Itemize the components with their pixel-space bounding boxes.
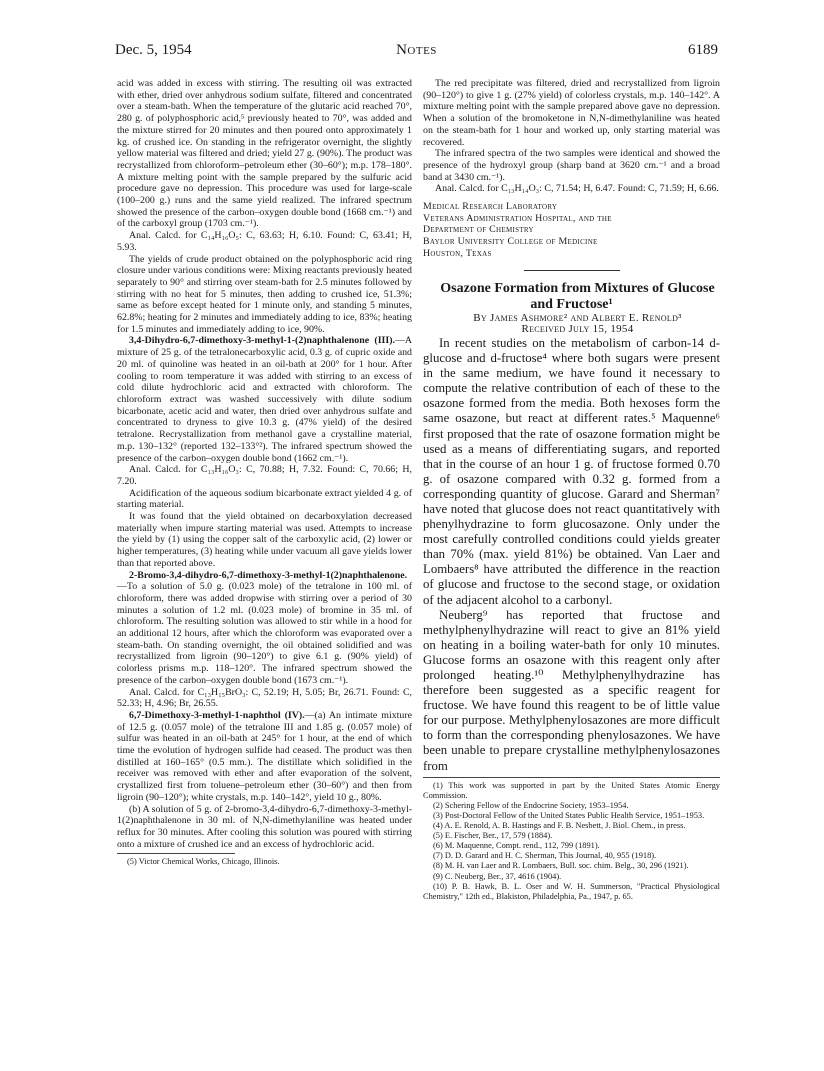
footnote: (2) Schering Fellow of the Endocrine Society, 1953–1954.: [433, 800, 629, 810]
footnote: (4) A. E. Renold, A. B. Hastings and F. B. Nesbett, J. Biol. Chem., in press.: [433, 821, 686, 831]
paragraph: (b) A solution of 5 g. of 2-bromo-3,4-dihydro-6,7-dimethoxy-3-methyl-1(2)naphthalenone in 30 ml. of N,N-dimethylaniline was heated under reflux for 30 minutes. After cooling this solution was poured with stirring onto a mixture of crushed ice and an excess of hydrochloric acid.: [117, 803, 412, 850]
footnote: (10) P. B. Hawk, B. L. Oser and W. H. Summerson, "Practical Physiological Chemistry," 12th ed., Blakiston, Philadelphia, Pa., 1947, p. 65.: [423, 881, 720, 901]
paragraph: acid was added in excess with stirring. The resulting oil was extracted with ether, dried over anhydrous sodium sulfate, filtered and concentrated over a steam-bath. When the temperature of the glutaric acid reached 70°, 280 g. of polyphosphoric acid,⁵ previously heated to 70°, was added and the mixture stirred for 20 minutes and then poured onto approximately 1 kg. of crushed ice. On standing in the refrigerator overnight, the slightly yellow material was filtered and dried; yield 27 g. (90%). The product was recrystallized from chloroform–petroleum ether (30–60°); m.p. 178–180°. A mixture melting point with the sample prepared by the sulfuric acid procedure gave no depression. This procedure was used for large-scale (100–200 g.) runs and the same yield realized. The infrared spectrum showed the presence of the carbon–oxygen double bond (1668 cm.⁻¹) and of the carboxyl group (1703 cm.⁻¹).: [117, 78, 412, 230]
footnote: (3) Post-Doctoral Fellow of the United States Public Health Service, 1951–1953.: [433, 810, 705, 820]
footnote: (6) M. Maquenne, Compt. rend., 112, 799 (1891).: [433, 841, 600, 851]
affiliation-line: Houston, Texas: [423, 247, 492, 259]
paragraph: The yields of crude product obtained on the polyphosphoric acid ring closure under various conditions were: Mixing reactants previously heated separately to 90° and stirring over steam-bath for 2.5 minutes followed by stirring with no heat for 5 minutes, then adding to crushed ice, 51.3%; same as before except heated for 1 minute only, and standing 5 minutes, 62.8%; heating for 2 minutes and immediately adding to ice, 83%; heating for 1.5 minutes and immediately adding to ice, 90%.: [117, 253, 412, 335]
analysis-line: Anal. Calcd. for C₁₃H₁₄O₃: C, 71.54; H, 6.47. Found: C, 71.59; H, 6.66.: [435, 183, 719, 195]
footnote-divider: [423, 777, 720, 778]
left-footnotes: [117, 857, 412, 867]
affiliation-line: Baylor University College of Medicine: [423, 236, 598, 248]
article-received-date: Received July 15, 1954: [521, 323, 634, 336]
footnote: (8) M. H. van Laer and R. Lombaers, Bull. soc. chim. Belg., 30, 296 (1921).: [433, 861, 689, 871]
affiliation-line: Medical Research Laboratory: [423, 201, 558, 213]
procedure-text: —(a) An intimate mixture of 12.5 g. (0.057 mole) of the tetralone III and 1.85 g. (0.057 mole) of sulfur was heated in an oil-bath at 245° for 1 hour, at the end of which time the evolution of hydrogen sulfide had ceased. The product was then distilled at 160–165° (0.5 mm.). The distillate which solidified in the receiver was removed with ether and after evaporation of the solvent, crystallized first from toluene–petroleum ether (30–60°) and then from ligroin (90–120°); white crystals, m.p. 140–142°, yield 10 g., 80%.: [117, 709, 412, 803]
paragraph: The red precipitate was filtered, dried and recrystallized from ligroin (90–120°) to give 1 g. (27% yield) of colorless crystals, m.p. 140–142°. A mixture melting point with the sample prepared above gave no depression. When a solution of the bromoketone in N,N-dimethylaniline was heated on the steam-bath for 1 hour and worked up, only starting material was recovered.: [423, 78, 720, 148]
running-header: [115, 42, 718, 62]
paragraph: The infrared spectra of the two samples were identical and showed the presence of the hydroxyl group (sharp band at 3620 cm.⁻¹ and a broad band at 3430 cm.⁻¹).: [423, 148, 720, 183]
right-footnotes: [423, 781, 720, 902]
paragraph: Acidification of the aqueous sodium bicarbonate extract yielded 4 g. of starting material.: [117, 487, 412, 511]
affiliation-line: Department of Chemistry: [423, 224, 534, 236]
procedure-text: —To a solution of 5.0 g. (0.023 mole) of the tetralone in 100 ml. of chloroform, there was added dropwise with stirring over a period of 30 minutes a solution of 1.2 ml. (0.023 mole) of bromine in 35 ml. of chloroform. The resulting solution was allowed to stir while in a hood for an additional 12 hours, after which the chloroform was evaporated over a steam-bath. On standing overnight, the oil obtained solidified and was recrystallized from ligroin (90–120°) to give 6.1 g. (90% yield) of colorless prisms m.p. 118–120°. The infrared spectrum showed the presence of the carbon–oxygen double bond (1673 cm.⁻¹).: [117, 581, 412, 686]
procedure-text: —A mixture of 25 g. of the tetralonecarboxylic acid, 0.3 g. of cupric oxide and 20 ml. of quinoline was heated in an oil-bath at 200° for 1 hour. After cooling to room temperature it was added with stirring to an excess of cold dilute hydrochloric acid and extracted with chloroform. The chloroform extract was washed successively with dilute sodium bicarbonate, acetic acid and water, then dried over anhydrous sulfate and concentrated to dryness to give 10.3 g. (47% yield) of the desired tetralone. Recrystallization from methanol gave a crystalline material, m.p. 130–132° (reported 132–133°²). The infrared spectrum showed the presence of the carbon–oxygen double bond (1662 cm.⁻¹).: [117, 335, 412, 464]
footnote: (1) This work was supported in part by the United States Atomic Energy Commission.: [423, 780, 720, 800]
article-authors: By James Ashmore² and Albert E. Renold³: [473, 311, 682, 324]
article-body: [423, 336, 720, 774]
article-title: Osazone Formation from Mixtures of Glucose and Fructose¹: [440, 280, 715, 312]
footnote: (5) E. Fischer, Ber., 17, 579 (1884).: [433, 831, 553, 841]
procedure-heading: 2-Bromo-3,4-dihydro-6,7-dimethoxy-3-methyl-1(2)naphthalenone.: [129, 569, 408, 581]
body-paragraph: Neuberg⁹ has reported that fructose and methylphenylhydrazine will react to give an 81% yield on heating in a boiling water-bath for only 10 minutes. Glucose forms an osazone with this reagent only after prolonged heating.¹⁰ Methylphenylhydrazine has therefore been suggested as a specific reagent for fructose. We have found this reagent to be of little value for our purpose. Methylphenylosazones are more difficult to form than the corresponding phenylosazones. We have been unable to prepare crystalline methylphenylosazones from: [423, 607, 720, 773]
procedure-iii: [117, 335, 412, 464]
affiliation-line: Veterans Administration Hospital, and the: [423, 212, 612, 224]
footnote: (7) D. D. Garard and H. C. Sherman, This Journal, 40, 955 (1918).: [433, 851, 657, 861]
analysis-line: Anal. Calcd. for C₁₃H₁₆O₃: C, 70.88; H, 7.32. Found: C, 70.66; H, 7.20.: [117, 464, 412, 487]
procedure-heading: 6,7-Dimethoxy-3-methyl-1-naphthol (IV).: [129, 709, 305, 721]
procedure-bromo: [117, 570, 412, 687]
procedure-heading: 3,4-Dihydro-6,7-dimethoxy-3-methyl-1-(2)naphthalenone (III).: [129, 335, 395, 347]
paragraph: It was found that the yield obtained on decarboxylation decreased materially when impure starting material was used. Attempts to increase the yield by (1) using the copper salt of the carboxylic acid, (2) lower or higher temperatures, (3) heating while under vacuum all gave yields lower than that reported above.: [117, 511, 412, 569]
right-column: [423, 78, 720, 902]
header-date: Dec. 5, 1954: [115, 42, 192, 58]
body-paragraph: In recent studies on the metabolism of carbon-14 d-glucose and d-fructose⁴ where both sugars were present in the same medium, we have found it necessary to compute the relative contribution of each of these to the osazone formed from the media. Both hexoses form the same osazone, but react at different rates.⁵ Maquenne⁶ first proposed that the rate of osazone formation might be used as a means of differentiating sugars, and reported that in the course of an hour 1 g. of fructose formed 0.70 g. of osazone compared with 0.32 g. formed from a corresponding quantity of glucose. Garard and Sherman⁷ have noted that glucose does not react quantitatively with phenylhydrazine to form glucosazone. Only under the most carefully controlled conditions could yields greater than 70% (max. yield 81%) be obtained. Van Laer and Lombaers⁸ have attributed the difference in the reaction of glucose and fructose to the second stage, or oxidation of the adjacent alcohol to a carbonyl.: [423, 335, 720, 607]
left-column: [117, 78, 412, 868]
procedure-naphthol: [117, 710, 412, 804]
footnote: (9) C. Neuberg, Ber., 37, 4616 (1904).: [433, 871, 562, 881]
article-divider: [524, 270, 620, 271]
analysis-line: Anal. Calcd. for C₁₃H₁₅BrO₃: C, 52.19; H, 5.05; Br, 26.71. Found: C, 52.33; H, 4.96; Br, 26.55.: [117, 686, 412, 710]
analysis-line: Anal. Calcd. for C₁₄H₁₆O₅: C, 63.63; H, 6.10. Found: C, 63.41; H, 5.93.: [117, 230, 412, 253]
header-page-number: 6189: [688, 42, 718, 58]
header-section: Notes: [396, 42, 437, 58]
footnote: (5) Victor Chemical Works, Chicago, Illinois.: [127, 857, 280, 867]
footnote-divider: [117, 853, 235, 854]
